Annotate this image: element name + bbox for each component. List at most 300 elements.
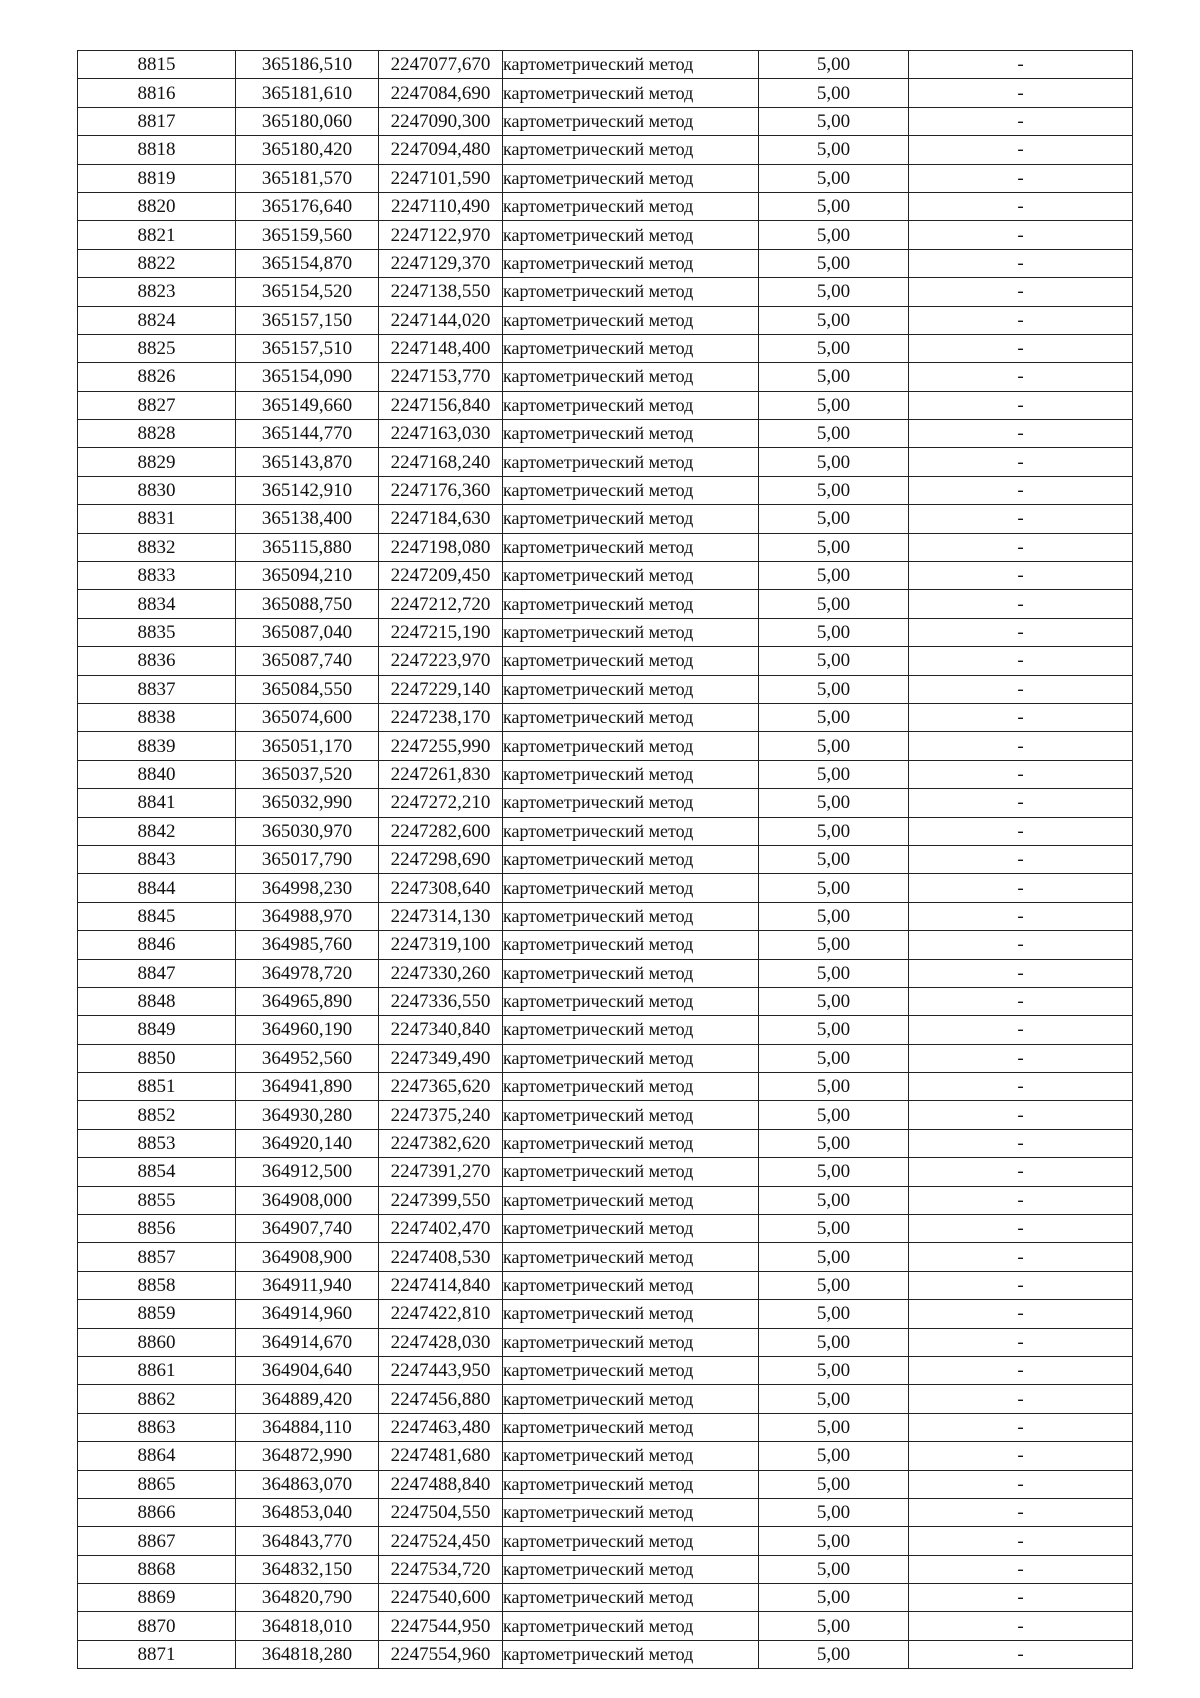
- method-cell: картометрический метод: [503, 590, 759, 618]
- table-row: [78, 533, 1133, 561]
- y-coordinate-cell: 2247094,480: [379, 136, 503, 164]
- table-row: [78, 1328, 1133, 1356]
- x-coordinate-cell: 364930,280: [236, 1101, 379, 1129]
- method-cell: картометрический метод: [503, 647, 759, 675]
- method-cell: картометрический метод: [503, 959, 759, 987]
- note-cell: -: [909, 1356, 1133, 1384]
- y-coordinate-cell: 2247391,270: [379, 1158, 503, 1186]
- x-coordinate-cell: 364920,140: [236, 1129, 379, 1157]
- x-coordinate-cell: 365144,770: [236, 420, 379, 448]
- point-number-cell: 8827: [78, 391, 236, 419]
- note-cell: -: [909, 959, 1133, 987]
- method-cell: картометрический метод: [503, 1328, 759, 1356]
- y-coordinate-cell: 2247422,810: [379, 1300, 503, 1328]
- point-number-cell: 8816: [78, 79, 236, 107]
- accuracy-cell: 5,00: [759, 533, 909, 561]
- note-cell: -: [909, 1584, 1133, 1612]
- method-cell: картометрический метод: [503, 1243, 759, 1271]
- y-coordinate-cell: 2247198,080: [379, 533, 503, 561]
- method-cell: картометрический метод: [503, 249, 759, 277]
- x-coordinate-cell: 365032,990: [236, 789, 379, 817]
- accuracy-cell: 5,00: [759, 647, 909, 675]
- table-row: [78, 732, 1133, 760]
- note-cell: -: [909, 590, 1133, 618]
- table-row: [78, 675, 1133, 703]
- point-number-cell: 8866: [78, 1498, 236, 1526]
- x-coordinate-cell: 364960,190: [236, 1016, 379, 1044]
- accuracy-cell: 5,00: [759, 1158, 909, 1186]
- table-row: [78, 164, 1133, 192]
- y-coordinate-cell: 2247308,640: [379, 874, 503, 902]
- y-coordinate-cell: 2247223,970: [379, 647, 503, 675]
- x-coordinate-cell: 365084,550: [236, 675, 379, 703]
- accuracy-cell: 5,00: [759, 334, 909, 362]
- point-number-cell: 8869: [78, 1584, 236, 1612]
- accuracy-cell: 5,00: [759, 306, 909, 334]
- note-cell: -: [909, 760, 1133, 788]
- accuracy-cell: 5,00: [759, 789, 909, 817]
- method-cell: картометрический метод: [503, 1300, 759, 1328]
- note-cell: -: [909, 987, 1133, 1015]
- point-number-cell: 8862: [78, 1385, 236, 1413]
- y-coordinate-cell: 2247101,590: [379, 164, 503, 192]
- table-row: [78, 931, 1133, 959]
- method-cell: картометрический метод: [503, 51, 759, 79]
- table-row: [78, 647, 1133, 675]
- table-row: [78, 562, 1133, 590]
- accuracy-cell: 5,00: [759, 505, 909, 533]
- y-coordinate-cell: 2247540,600: [379, 1584, 503, 1612]
- note-cell: -: [909, 1328, 1133, 1356]
- note-cell: -: [909, 817, 1133, 845]
- x-coordinate-cell: 365154,090: [236, 363, 379, 391]
- x-coordinate-cell: 365030,970: [236, 817, 379, 845]
- x-coordinate-cell: 364908,900: [236, 1243, 379, 1271]
- accuracy-cell: 5,00: [759, 164, 909, 192]
- accuracy-cell: 5,00: [759, 1328, 909, 1356]
- accuracy-cell: 5,00: [759, 1527, 909, 1555]
- x-coordinate-cell: 365154,520: [236, 278, 379, 306]
- x-coordinate-cell: 364904,640: [236, 1356, 379, 1384]
- point-number-cell: 8835: [78, 618, 236, 646]
- accuracy-cell: 5,00: [759, 1073, 909, 1101]
- y-coordinate-cell: 2247443,950: [379, 1356, 503, 1384]
- y-coordinate-cell: 2247163,030: [379, 420, 503, 448]
- x-coordinate-cell: 365176,640: [236, 192, 379, 220]
- accuracy-cell: 5,00: [759, 959, 909, 987]
- table-row: [78, 1073, 1133, 1101]
- y-coordinate-cell: 2247534,720: [379, 1555, 503, 1583]
- x-coordinate-cell: 364818,280: [236, 1640, 379, 1668]
- accuracy-cell: 5,00: [759, 1640, 909, 1668]
- note-cell: -: [909, 192, 1133, 220]
- accuracy-cell: 5,00: [759, 931, 909, 959]
- y-coordinate-cell: 2247399,550: [379, 1186, 503, 1214]
- table-row: [78, 51, 1133, 79]
- x-coordinate-cell: 364872,990: [236, 1442, 379, 1470]
- table-row: [78, 79, 1133, 107]
- table-row: [78, 1584, 1133, 1612]
- point-number-cell: 8861: [78, 1356, 236, 1384]
- point-number-cell: 8843: [78, 845, 236, 873]
- table-row: [78, 1243, 1133, 1271]
- point-number-cell: 8841: [78, 789, 236, 817]
- accuracy-cell: 5,00: [759, 732, 909, 760]
- note-cell: -: [909, 1243, 1133, 1271]
- table-row: [78, 1129, 1133, 1157]
- x-coordinate-cell: 364853,040: [236, 1498, 379, 1526]
- method-cell: картометрический метод: [503, 675, 759, 703]
- x-coordinate-cell: 364912,500: [236, 1158, 379, 1186]
- point-number-cell: 8837: [78, 675, 236, 703]
- y-coordinate-cell: 2247349,490: [379, 1044, 503, 1072]
- y-coordinate-cell: 2247340,840: [379, 1016, 503, 1044]
- y-coordinate-cell: 2247456,880: [379, 1385, 503, 1413]
- y-coordinate-cell: 2247554,960: [379, 1640, 503, 1668]
- point-number-cell: 8822: [78, 249, 236, 277]
- method-cell: картометрический метод: [503, 1271, 759, 1299]
- method-cell: картометрический метод: [503, 79, 759, 107]
- point-number-cell: 8833: [78, 562, 236, 590]
- method-cell: картометрический метод: [503, 107, 759, 135]
- table-row: [78, 306, 1133, 334]
- y-coordinate-cell: 2247138,550: [379, 278, 503, 306]
- point-number-cell: 8848: [78, 987, 236, 1015]
- point-number-cell: 8871: [78, 1640, 236, 1668]
- accuracy-cell: 5,00: [759, 363, 909, 391]
- note-cell: -: [909, 845, 1133, 873]
- point-number-cell: 8845: [78, 902, 236, 930]
- table-row: [78, 1044, 1133, 1072]
- note-cell: -: [909, 1016, 1133, 1044]
- method-cell: картометрический метод: [503, 562, 759, 590]
- note-cell: -: [909, 505, 1133, 533]
- point-number-cell: 8831: [78, 505, 236, 533]
- point-number-cell: 8847: [78, 959, 236, 987]
- table-row: [78, 845, 1133, 873]
- y-coordinate-cell: 2247463,480: [379, 1413, 503, 1441]
- accuracy-cell: 5,00: [759, 1186, 909, 1214]
- method-cell: картометрический метод: [503, 1442, 759, 1470]
- table-row: [78, 789, 1133, 817]
- y-coordinate-cell: 2247238,170: [379, 703, 503, 731]
- table-row: [78, 1612, 1133, 1640]
- table-row: [78, 448, 1133, 476]
- note-cell: -: [909, 902, 1133, 930]
- accuracy-cell: 5,00: [759, 1016, 909, 1044]
- method-cell: картометрический метод: [503, 1470, 759, 1498]
- method-cell: картометрический метод: [503, 476, 759, 504]
- note-cell: -: [909, 420, 1133, 448]
- x-coordinate-cell: 364914,670: [236, 1328, 379, 1356]
- table-row: [78, 1300, 1133, 1328]
- point-number-cell: 8844: [78, 874, 236, 902]
- point-number-cell: 8858: [78, 1271, 236, 1299]
- x-coordinate-cell: 364914,960: [236, 1300, 379, 1328]
- point-number-cell: 8823: [78, 278, 236, 306]
- method-cell: картометрический метод: [503, 136, 759, 164]
- method-cell: картометрический метод: [503, 1044, 759, 1072]
- point-number-cell: 8834: [78, 590, 236, 618]
- x-coordinate-cell: 365180,420: [236, 136, 379, 164]
- method-cell: картометрический метод: [503, 1129, 759, 1157]
- y-coordinate-cell: 2247261,830: [379, 760, 503, 788]
- x-coordinate-cell: 365154,870: [236, 249, 379, 277]
- x-coordinate-cell: 364908,000: [236, 1186, 379, 1214]
- note-cell: -: [909, 1498, 1133, 1526]
- note-cell: -: [909, 562, 1133, 590]
- y-coordinate-cell: 2247110,490: [379, 192, 503, 220]
- table-row: [78, 874, 1133, 902]
- table-row: [78, 192, 1133, 220]
- table-row: [78, 391, 1133, 419]
- point-number-cell: 8842: [78, 817, 236, 845]
- point-number-cell: 8857: [78, 1243, 236, 1271]
- note-cell: -: [909, 618, 1133, 646]
- method-cell: картометрический метод: [503, 533, 759, 561]
- table-row: [78, 703, 1133, 731]
- x-coordinate-cell: 365051,170: [236, 732, 379, 760]
- method-cell: картометрический метод: [503, 618, 759, 646]
- note-cell: -: [909, 1442, 1133, 1470]
- accuracy-cell: 5,00: [759, 107, 909, 135]
- table-row: [78, 1442, 1133, 1470]
- method-cell: картометрический метод: [503, 164, 759, 192]
- accuracy-cell: 5,00: [759, 760, 909, 788]
- y-coordinate-cell: 2247272,210: [379, 789, 503, 817]
- x-coordinate-cell: 364889,420: [236, 1385, 379, 1413]
- accuracy-cell: 5,00: [759, 391, 909, 419]
- table-row: [78, 987, 1133, 1015]
- accuracy-cell: 5,00: [759, 1129, 909, 1157]
- accuracy-cell: 5,00: [759, 1498, 909, 1526]
- point-number-cell: 8855: [78, 1186, 236, 1214]
- note-cell: -: [909, 107, 1133, 135]
- y-coordinate-cell: 2247414,840: [379, 1271, 503, 1299]
- y-coordinate-cell: 2247408,530: [379, 1243, 503, 1271]
- x-coordinate-cell: 365157,150: [236, 306, 379, 334]
- table-row: [78, 1101, 1133, 1129]
- note-cell: -: [909, 278, 1133, 306]
- y-coordinate-cell: 2247176,360: [379, 476, 503, 504]
- y-coordinate-cell: 2247314,130: [379, 902, 503, 930]
- point-number-cell: 8819: [78, 164, 236, 192]
- table-row: [78, 420, 1133, 448]
- point-number-cell: 8839: [78, 732, 236, 760]
- y-coordinate-cell: 2247428,030: [379, 1328, 503, 1356]
- method-cell: картометрический метод: [503, 789, 759, 817]
- table-row: [78, 1640, 1133, 1668]
- y-coordinate-cell: 2247229,140: [379, 675, 503, 703]
- x-coordinate-cell: 365149,660: [236, 391, 379, 419]
- x-coordinate-cell: 364941,890: [236, 1073, 379, 1101]
- table-row: [78, 1413, 1133, 1441]
- accuracy-cell: 5,00: [759, 1215, 909, 1243]
- method-cell: картометрический метод: [503, 334, 759, 362]
- table-row: [78, 1498, 1133, 1526]
- table-row: [78, 618, 1133, 646]
- note-cell: -: [909, 1044, 1133, 1072]
- point-number-cell: 8863: [78, 1413, 236, 1441]
- note-cell: -: [909, 448, 1133, 476]
- note-cell: -: [909, 1101, 1133, 1129]
- note-cell: -: [909, 931, 1133, 959]
- table-row: [78, 1271, 1133, 1299]
- table-row: [78, 760, 1133, 788]
- point-number-cell: 8825: [78, 334, 236, 362]
- point-number-cell: 8850: [78, 1044, 236, 1072]
- accuracy-cell: 5,00: [759, 1584, 909, 1612]
- note-cell: -: [909, 1158, 1133, 1186]
- x-coordinate-cell: 364863,070: [236, 1470, 379, 1498]
- y-coordinate-cell: 2247084,690: [379, 79, 503, 107]
- note-cell: -: [909, 1640, 1133, 1668]
- accuracy-cell: 5,00: [759, 1271, 909, 1299]
- x-coordinate-cell: 364884,110: [236, 1413, 379, 1441]
- method-cell: картометрический метод: [503, 1158, 759, 1186]
- note-cell: -: [909, 221, 1133, 249]
- method-cell: картометрический метод: [503, 420, 759, 448]
- table-row: [78, 959, 1133, 987]
- table-row: [78, 590, 1133, 618]
- y-coordinate-cell: 2247215,190: [379, 618, 503, 646]
- x-coordinate-cell: 364985,760: [236, 931, 379, 959]
- note-cell: -: [909, 51, 1133, 79]
- note-cell: -: [909, 1271, 1133, 1299]
- point-number-cell: 8820: [78, 192, 236, 220]
- table-row: [78, 363, 1133, 391]
- y-coordinate-cell: 2247129,370: [379, 249, 503, 277]
- accuracy-cell: 5,00: [759, 79, 909, 107]
- point-number-cell: 8853: [78, 1129, 236, 1157]
- accuracy-cell: 5,00: [759, 192, 909, 220]
- x-coordinate-cell: 364978,720: [236, 959, 379, 987]
- table-row: [78, 902, 1133, 930]
- note-cell: -: [909, 1073, 1133, 1101]
- table-row: [78, 505, 1133, 533]
- method-cell: картометрический метод: [503, 1186, 759, 1214]
- note-cell: -: [909, 79, 1133, 107]
- accuracy-cell: 5,00: [759, 420, 909, 448]
- note-cell: -: [909, 363, 1133, 391]
- table-row: [78, 107, 1133, 135]
- method-cell: картометрический метод: [503, 391, 759, 419]
- accuracy-cell: 5,00: [759, 817, 909, 845]
- x-coordinate-cell: 365180,060: [236, 107, 379, 135]
- y-coordinate-cell: 2247148,400: [379, 334, 503, 362]
- note-cell: -: [909, 1215, 1133, 1243]
- y-coordinate-cell: 2247375,240: [379, 1101, 503, 1129]
- accuracy-cell: 5,00: [759, 249, 909, 277]
- point-number-cell: 8828: [78, 420, 236, 448]
- table-row: [78, 249, 1133, 277]
- y-coordinate-cell: 2247544,950: [379, 1612, 503, 1640]
- point-number-cell: 8865: [78, 1470, 236, 1498]
- method-cell: картометрический метод: [503, 1498, 759, 1526]
- x-coordinate-cell: 365074,600: [236, 703, 379, 731]
- method-cell: картометрический метод: [503, 306, 759, 334]
- point-number-cell: 8817: [78, 107, 236, 135]
- point-number-cell: 8826: [78, 363, 236, 391]
- x-coordinate-cell: 364988,970: [236, 902, 379, 930]
- table-row: [78, 817, 1133, 845]
- method-cell: картометрический метод: [503, 1073, 759, 1101]
- accuracy-cell: 5,00: [759, 476, 909, 504]
- point-number-cell: 8818: [78, 136, 236, 164]
- x-coordinate-cell: 365157,510: [236, 334, 379, 362]
- point-number-cell: 8824: [78, 306, 236, 334]
- point-number-cell: 8867: [78, 1527, 236, 1555]
- accuracy-cell: 5,00: [759, 1555, 909, 1583]
- x-coordinate-cell: 364965,890: [236, 987, 379, 1015]
- point-number-cell: 8830: [78, 476, 236, 504]
- x-coordinate-cell: 365181,570: [236, 164, 379, 192]
- method-cell: картометрический метод: [503, 987, 759, 1015]
- y-coordinate-cell: 2247077,670: [379, 51, 503, 79]
- point-number-cell: 8859: [78, 1300, 236, 1328]
- note-cell: -: [909, 1470, 1133, 1498]
- y-coordinate-cell: 2247153,770: [379, 363, 503, 391]
- x-coordinate-cell: 364911,940: [236, 1271, 379, 1299]
- method-cell: картометрический метод: [503, 221, 759, 249]
- accuracy-cell: 5,00: [759, 51, 909, 79]
- point-number-cell: 8840: [78, 760, 236, 788]
- note-cell: -: [909, 391, 1133, 419]
- table-row: [78, 1215, 1133, 1243]
- point-number-cell: 8829: [78, 448, 236, 476]
- y-coordinate-cell: 2247319,100: [379, 931, 503, 959]
- point-number-cell: 8868: [78, 1555, 236, 1583]
- coordinates-table: [77, 50, 1133, 1669]
- table-row: [78, 1356, 1133, 1384]
- x-coordinate-cell: 365181,610: [236, 79, 379, 107]
- method-cell: картометрический метод: [503, 192, 759, 220]
- note-cell: -: [909, 1186, 1133, 1214]
- y-coordinate-cell: 2247282,600: [379, 817, 503, 845]
- accuracy-cell: 5,00: [759, 845, 909, 873]
- x-coordinate-cell: 364907,740: [236, 1215, 379, 1243]
- y-coordinate-cell: 2247144,020: [379, 306, 503, 334]
- note-cell: -: [909, 1555, 1133, 1583]
- note-cell: -: [909, 1527, 1133, 1555]
- note-cell: -: [909, 1413, 1133, 1441]
- x-coordinate-cell: 364832,150: [236, 1555, 379, 1583]
- method-cell: картометрический метод: [503, 732, 759, 760]
- accuracy-cell: 5,00: [759, 1470, 909, 1498]
- accuracy-cell: 5,00: [759, 902, 909, 930]
- method-cell: картометрический метод: [503, 1555, 759, 1583]
- y-coordinate-cell: 2247336,550: [379, 987, 503, 1015]
- accuracy-cell: 5,00: [759, 278, 909, 306]
- accuracy-cell: 5,00: [759, 1300, 909, 1328]
- method-cell: картометрический метод: [503, 760, 759, 788]
- point-number-cell: 8870: [78, 1612, 236, 1640]
- note-cell: -: [909, 647, 1133, 675]
- note-cell: -: [909, 1385, 1133, 1413]
- method-cell: картометрический метод: [503, 1584, 759, 1612]
- point-number-cell: 8815: [78, 51, 236, 79]
- accuracy-cell: 5,00: [759, 221, 909, 249]
- point-number-cell: 8851: [78, 1073, 236, 1101]
- accuracy-cell: 5,00: [759, 1612, 909, 1640]
- point-number-cell: 8836: [78, 647, 236, 675]
- y-coordinate-cell: 2247156,840: [379, 391, 503, 419]
- table-row: [78, 1527, 1133, 1555]
- x-coordinate-cell: 365087,040: [236, 618, 379, 646]
- point-number-cell: 8860: [78, 1328, 236, 1356]
- table-row: [78, 1470, 1133, 1498]
- x-coordinate-cell: 365143,870: [236, 448, 379, 476]
